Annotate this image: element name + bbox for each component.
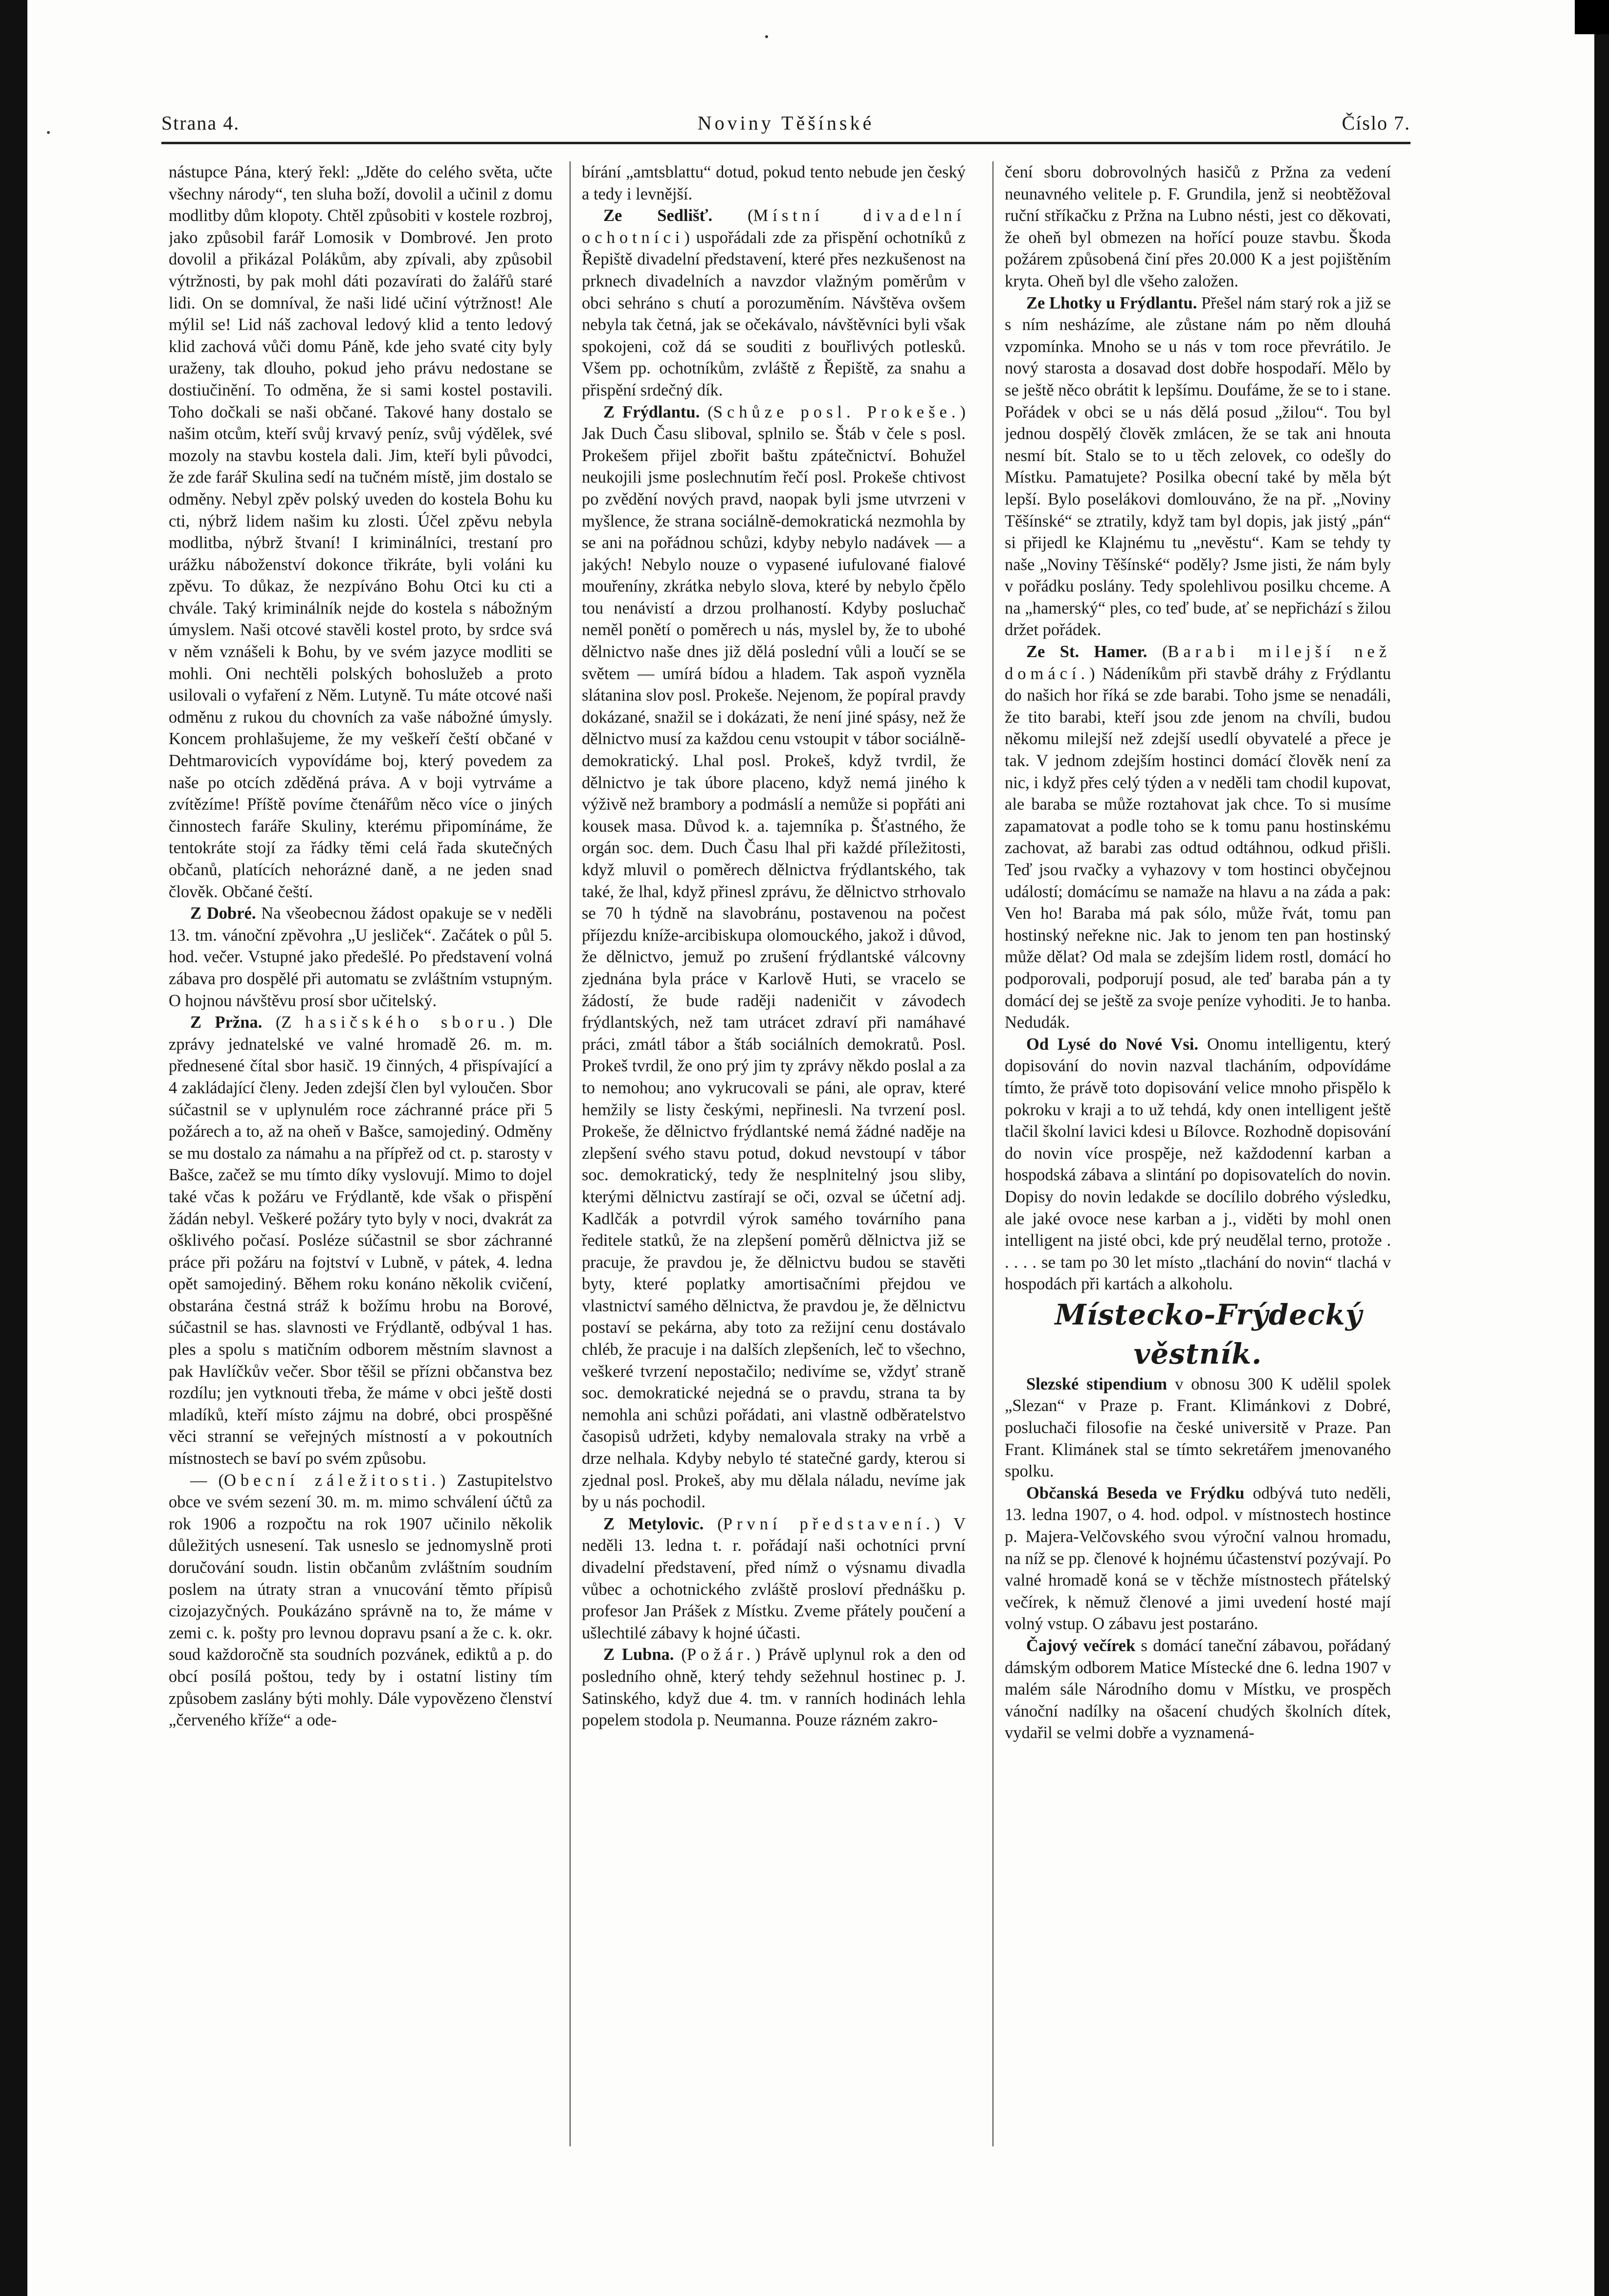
article-heading: Z Dobré. <box>190 904 256 923</box>
article-text: v obnosu 300 K udělil spolek „Slezan“ v Praze p. Frant. Klimánkovi z Dobré, posluchači filosofie na české universitě v Praze. Pan Frant. Klimánek stal se tímto sekretářem jmenovaného spolku. <box>1005 1374 1391 1481</box>
article-heading: Z Metylovic. <box>603 1514 704 1533</box>
spaced-subtitle: Obecní záležitosti. <box>223 1471 441 1490</box>
article-text: ) Dle zprávy jednatelské ve valné hromadě 26. m. m. přednesené čítal sbor hasič. 19 činných, 4 přispívající a 4 zakládající členy. Jeden zdejší člen byl vyloučen. Sbor súčastnil se v uplynulém roce záchranné práce při 5 požárech a to, až na oheň v Bašce, samojediný. Odměny se mu dostalo za námahu a na přípřež od ct. p. starosty v Bašce, začež se mu tímto díky vyslovují. Mimo to dojel také včas k požáru ve Frýdlantě, kde však o přispění žádán nebyl. Veškeré požáry tyto byly v noci, dvakrát za ošklivého počasí. Posléze súčastnil se sbor záchranné práce při požáru na fojtství v Lubně, v pátek, 4. ledna opět samojediný. Během roku konáno několik cvičení, obstarána čestná stráž k božímu hrobu na Borové, súčastnil se has. slavnosti ve Frýdlantě, odbýval 1 has. ples a spolu s matičním odborem městním slavnost a pak Havlíčkův večer. Sbor těšil se přízni občanstva bez rozdílu; jen vytknouti třeba, že máme v obci ještě dosti mladíků, kteří místo zájmu na dobré, obci prospěšné věci stranní se veřejných místností a v pokoutních místnostech se baví po svém způsobu. <box>169 1013 552 1468</box>
scan-mark <box>47 131 50 134</box>
article-text: Onomu intelligentu, který dopisování do novin nazval tlacháním, odpovídáme tímto, že právě toto dopisování velice mnoho přispělo k pokroku v kraji a to už tehdá, kdy onen intelligent ještě tlačil školní lavici kdesi u Bílovce. Rozhodně dopisování do novin více prospěje, než každodenní karban a hospodská zábava a slintání po dopisovatelích do novin. Dopisy do novin ledakde se docílilo dobrého výsledku, ale jaké ovoce nese karban a j., viděti by mohl onen intelligent na jisté obci, kde prý neudělal terno, protože . . . . . se tam po 30 let místo „tlachání do novin“ tlachá v hospodách při kartách a alkoholu. <box>1005 1035 1391 1294</box>
spaced-subtitle: Požár. <box>686 1645 755 1664</box>
text-column-1 <box>169 161 552 2146</box>
spaced-subtitle: Barabi milejší než domácí. <box>1005 642 1391 683</box>
spaced-subtitle: Místní divadelní ochotníci <box>582 206 966 247</box>
article-text: ) Zastupitelstvo obce ve svém sezení 30. m. m. mimo schválení účtů za rok 1906 a rozpočtu na rok 1907 učinilo několik důležitých usnesení. Tak usneslo se jednomyslně proti doručování soudn. listin občanům zvláštním soudním poslem na útraty stran a vnucování těmto přípisů cizojazyčných. Poukázáno správně na to, že máme v zemi c. k. pošty pro levnou dopravu psaní a že c. k. okr. soud každoročně sta soudních pozvánek, ediktů a p. do obcí posílá poštou, tedy by i ostatní listiny tím způsobem zaslány býti mohly. Dále vypovězeno členství „červeného kříže“ a ode- <box>169 1471 552 1730</box>
article-heading: Slezské stipendium <box>1026 1374 1168 1393</box>
scan-mark <box>765 35 768 38</box>
section-title <box>1005 1295 1391 1373</box>
article-paragraph <box>1005 292 1391 641</box>
article-paragraph <box>169 1470 552 1731</box>
article-paragraph <box>582 1513 966 1644</box>
article-paragraph <box>1005 1635 1391 1744</box>
article-text: odbývá tuto neděli, 13. ledna 1907, o 4. hod. odpol. v místnostech hostince p. Majera-Velčovského svou výroční valnou hromadu, na níž se pp. členové k hojnému účastenství pozývají. Po valné hromadě koná se v těchže místnostech přátelský večírek, k němuž členové a jimi uvedení hosté mají volný vstup. O zábavu jest postaráno. <box>1005 1483 1391 1634</box>
article-text: — ( <box>190 1471 224 1490</box>
article-text: (Z <box>262 1013 305 1032</box>
article-heading: Občanská Beseda ve Frýdku <box>1026 1483 1245 1502</box>
article-paragraph <box>169 161 552 903</box>
article-text: Přešel nám starý rok a již se s ním nesházíme, ale zůstane nám po něm dlouhá vzpomínka. Mnoho se u nás v tom roce převrátilo. Je nový starosta a dosavad dost dobře hospodaří. Mělo by se ještě něco obrátit k lepšímu. Doufáme, že se to i stane. Pořádek v obci se u nás dělá posud „žilou“. Tou byl jednou dospělý člověk zmlácen, že se tak ani hnouta nesmí bít. Stalo se to u těch zelovek, co odešly do Místku. Pamatujete? Posilka obecní také by měla být lepší. Bylo poselákovi domlouváno, že na př. „Noviny Těšínské“ se ztratily, když tam byl dopis, jak jistý „pán“ si přijedl ke Klajnému tu „nevěstu“. Kam se tehdy ty naše „Noviny Těšínské“ poděly? Jsme jisti, že nám byly v pořádku poslány. Tedy spolehlivou posilku chceme. A na „hamerský“ ples, co teď bude, ať se nepřichází s žilou držet pořádek. <box>1005 293 1391 640</box>
article-paragraph <box>582 1644 966 1731</box>
article-text: s domácí taneční zábavou, pořádaný dámským odborem Matice Místecké dne 6. ledna 1907 v malém sále Národního domu v Místku, ve prospěch vánoční nadílky na ošacení chudých školních dítek, vydařil se velmi dobře a vyznamená- <box>1005 1636 1391 1743</box>
article-text: nástupce Pána, který řekl: „Jděte do celého světa, učte všechny národy“, ten sluha boží, dovolil a učinil z domu modlitby dům klopoty. Chtěl způsobiti v kostele rozbroj, jako způsobil farář Lomosik v Dombrové. Jen proto dovolil a přikázal Polákům, aby zpívali, aby způsobil výtržnosti, by pak mohl dáti pozavírati do žalářů staré lidi. On se domníval, že naši lidé učiní výtržnost! Ale mýlil se! Lid náš zachoval ledový klid a tento ledový klid zachová vůči domu Páně, kde jeho svaté city byly uraženy, tak dlouho, pokud jeho právu nedostane se dostiučinění. To odměna, že si sami kostel postavili. Toho dočkali se naši občané. Takové hany dostalo se našim otcům, kteří svůj krvavý peníz, svůj výdělek, své mozoly na stavbu kostela dali. Jim, kteří byli původci, že zde farář Skulina sedí na tučném místě, jim dostalo se odměny. Nebyl zpěv polský uveden do kostela Bohu ku cti, nýbrž lidem našim ku zlosti. Účel zpěvu nebyla modlitba, nýbrž štvaní! I kriminálníci, trestaní pro urážku náboženství dokonce třikráte, byli voláni ku zpěvu. To důkaz, že nezpíváno Bohu Otci ku cti a chvále. Taký kriminálník nejde do kostela s nábožným úmyslem. Naši otcové stavěli kostel proto, by srdce svá v něm vznášeli k Bohu, by ve svém jazyce modliti se mohli. Oni nechtěli polských bohoslužeb a proto usilovali o vyfaření z Něm. Lutyně. Tu máte otcové naši odměnu z rukou du chovních za vaše nábožné úmysly. Koncem prohlašujeme, že my veškeří čeští občané v Dehtmarovicích vypovídáme boj, který povedem za naše po otcích zděděná práva. A v boji vytrváme a zvítězíme! Příště povíme čtenářům něco více o jiných činnostech faráře Skuliny, kterému připomínáme, že tentokráte stojí za řádky těmi celá řada skutečných občanů, platících nehorázné daně, a ne jeden snad člověk. Občané čeští. <box>169 163 552 901</box>
article-text: Na všeobecnou žádost opakuje se v neděli 13. tm. vánoční zpěvohra „U jesliček“. Začátek o půl 5. hod. večer. Vstupné jako předešlé. Po představení volná zábava pro dospělé při automatu se zvláštním vstupným. O hojnou návštěvu prosí sbor učitelský. <box>169 904 552 1010</box>
spaced-subtitle: Schůze posl. Prokeše. <box>713 402 960 421</box>
article-paragraph <box>1005 161 1391 292</box>
article-text: ( <box>700 402 713 421</box>
article-text: ) Jak Duch Času sliboval, splnilo se. Štáb v čele s posl. Prokešem přijel zbořit baštu zpátečnictví. Bohužel neukojili jsme poslechnutím řečí posl. Prokeše chtivost po zvědění nových pravd, naopak byli jsme utvrzeni v myšlence, že strana sociálně-demokratická nezmohla by se ani na pořádnou schůzi, kdyby nebylo nadávek — a jakých! Nebylo nouze o vypasené iufulované fialové mouřeníny, zkrátka nebylo slova, které by nebylo čpělo tou nenávistí a drzou prolhaností. Kdyby posluchač neměl ponětí o poměrech u nás, myslel by, že to ubohé dělnictvo naše dnes již dělá poslední vůli a loučí se se světem — umírá bídou a hladem. Tak aspoň vyzněla slátanina slov posl. Prokeše. Nejenom, že popíral pravdy dokázané, snažil se i dokázati, že není jiné spásy, než že dělnictvo musí za každou cenu vstoupit v tábor sociálně-demokratický. Lhal posl. Prokeš, když tvrdil, že dělnictvo je tak úbore placeno, když nemá jiného k výživě než brambory a podmáslí a nemůže si popřáti ani kousek masa. Důvod k. a. tajemníka p. Šťastného, že orgán soc. dem. Duch Času lhal při každé příležitosti, když mluvil o poměrech dělnictva frýdlantského, tak také, že lhal, když přinesl zprávu, že dělnictvo strhovalo se 70 h týdně na slavobránu, postavenou na počest příjezdu kníže-arcibiskupa olomouckého, jakož i důvod, že dělnictvo, jemuž po zrušení frýdlantské válcovny zjednána byla práce v Karlově Huti, se vracelo se žádostí, že bude raději nadeničit v závodech frýdlantských, než tam utrácet zdraví při namáhavé práci, zmátl tábor a štáb sociálních demokratů. Posl. Prokeš tvrdil, že ono prý jim ty zprávy někdo poslal a za to nemohou; ano vykrucovali se páni, ale oprav, které hemžily se listy českými, nepřinesli. Na tvrzení posl. Prokeše, že dělnictvo frýdlantské nemá žádné naděje na zlepšení svého stavu potud, dokud nevstoupí v tábor soc. demokratický, tedy že nesplnitelný jsou sliby, kterými dělnictvu zastírají se oči, ozval se účetní adj. Kadlčák a potvrdil výrok samého továrního pana ředitele statků, že na zlepšení poměrů dělnictva již se pracuje, že pravdou je, že dělnictvu budou se stavěti byty, které poplatky amortisačními přejdou ve vlastnictví samého dělnictva, že pravdou je, že dělnictvu postaví se pekárna, aby toto za režijní cenu dostávalo chléb, že pracuje i na dalších zlepšeních, leč to všechno, veškeré tvrzení nepostačilo; nedivíme se, vždyť straně soc. demokratické nejedná se o pravdu, strana ta by nemohla ani schůzi pořádati, ani vlastně odběratelstvo časopisů udržeti, kdyby nemalovala straky na vrbě a drze nelhala. Kdyby nebylo té statečné gardy, kterou si zjednal posl. Prokeš, aby mu dělala náladu, nevíme jak by u nás pochodil. <box>582 402 966 1512</box>
article-paragraph <box>582 161 966 205</box>
spaced-subtitle: hasičského sboru. <box>305 1013 509 1032</box>
article-paragraph <box>1005 1034 1391 1295</box>
article-text: ) uspořádali zde za přispění ochotníků z Řepiště divadelní představení, které přes nezkušenost na prknech divadelních a navzdor vlažným poměrům v obci sehráno s chutí a porozuměním. Návštěva ovšem nebyla tak četná, jak se očekávalo, návštěvníci byli však spokojeni, což dá se souditi z bouřlivých potlesků. Všem pp. ochotníkům, zvláště z Řepiště, za snahu a přispění srdečný dík. <box>582 228 966 399</box>
article-heading: Čajový večírek <box>1026 1636 1136 1655</box>
text-column-3 <box>1005 161 1391 2146</box>
article-text: ( <box>704 1514 723 1533</box>
article-heading: Ze Sedlišť. <box>603 206 713 225</box>
column-divider <box>992 161 993 2146</box>
article-paragraph <box>582 401 966 1513</box>
article-paragraph <box>1005 1373 1391 1482</box>
article-text: ) V neděli 13. ledna t. r. pořádají naši ochotníci první divadelní představení, před nímž o výsnamu divadla vůbec a ochotnického zvláště prosloví přednášku p. profesor Jan Prášek z Místku. Zveme přátely poučení a ušlechtilé zábavy k hojné účasti. <box>582 1514 966 1642</box>
article-text: ( <box>1147 642 1168 662</box>
column-divider <box>570 161 571 2146</box>
article-heading: Z Lubna. <box>603 1645 674 1664</box>
article-heading: Z Pržna. <box>190 1013 263 1032</box>
header-rule <box>161 142 1411 144</box>
masthead-title: Noviny Těšínské <box>697 112 875 134</box>
article-text: čení sboru dobrovolných hasičů z Pržna za vedení neunavného velitele p. F. Grundila, jenž si neobtěžoval ruční stříkačku z Pržna na Lubno nésti, jest co děkovati, že oheň byl obmezen na hořící pouze stavbu. Škoda požárem způsobená činí přes 20.000 K a jest pojištěním kryta. Oheň byl dle všeho založen. <box>1005 163 1391 290</box>
article-paragraph <box>1005 1482 1391 1635</box>
spaced-subtitle: První představení. <box>723 1514 935 1533</box>
article-heading: Ze St. Hamer. <box>1026 642 1147 662</box>
article-heading: Ze Lhotky u Frýdlantu. <box>1026 293 1197 312</box>
article-paragraph <box>1005 641 1391 1034</box>
scan-corner <box>1575 0 1609 34</box>
article-paragraph <box>169 1012 552 1469</box>
article-text: Místecko-Frýdecký věstník. <box>1055 1298 1363 1370</box>
article-text: ) Nádeníkům při stavbě dráhy z Frýdlantu do našich hor říká se zde barabi. Toho jsme se nenadáli, že tito barabi, kteří jsou zde jenom na chvíli, budou někomu milejší než zdejší usedlí obyvatelé a přece je tak. V jednom zdejším hostinci domácí člověk není za nic, i když přes celý týden a v neděli tam chodil kupovat, ale baraba se může roztahovat jak chce. To si musíme zapamatovat a podle toho se k tomu panu hostinskému zachovat, až barabi zas odtud odtáhnou, odkud přišli. Teď jsou rvačky a vyhazovy v tom hostinci obyčejnou událostí; domácímu se namaže na hlavu a na záda a pak: Ven ho! Baraba má pak sólo, může řvát, tomu pan hostinský neřekne nic. Jak to jenom ten pan hostinský může dělat? Od mala se zdejším lidem rostl, domácí ho podporovali, podporují posud, ale teď baraba pán a ty domácí dej se ještě za svoje peníze vyhoditi. Je to hanba. Nedudák. <box>1005 664 1391 1032</box>
scan-edge-left <box>0 0 27 2296</box>
article-paragraph <box>582 205 966 401</box>
article-text: bírání „amtsblattu“ dotud, pokud tento nebude jen český a tedy i levnější. <box>582 163 966 203</box>
article-heading: Od Lysé do Nové Vsi. <box>1026 1035 1198 1054</box>
issue-number: Číslo 7. <box>1342 112 1411 134</box>
article-paragraph <box>169 903 552 1012</box>
article-text: ) Právě uplynul rok a den od posledního ohně, který tehdy sežehnul hostinec p. J. Satinského, když due 4. tm. v ranních hodinách lehla popelem stodola p. Neumanna. Pouze rázném zakro- <box>582 1645 966 1730</box>
scan-edge-right <box>1594 0 1609 2296</box>
page-number: Strana 4. <box>161 112 240 134</box>
article-heading: Z Frýdlantu. <box>603 402 700 421</box>
page-header <box>161 111 1411 141</box>
article-text: ( <box>712 206 753 225</box>
text-column-2 <box>582 161 966 2146</box>
article-text: ( <box>674 1645 687 1664</box>
